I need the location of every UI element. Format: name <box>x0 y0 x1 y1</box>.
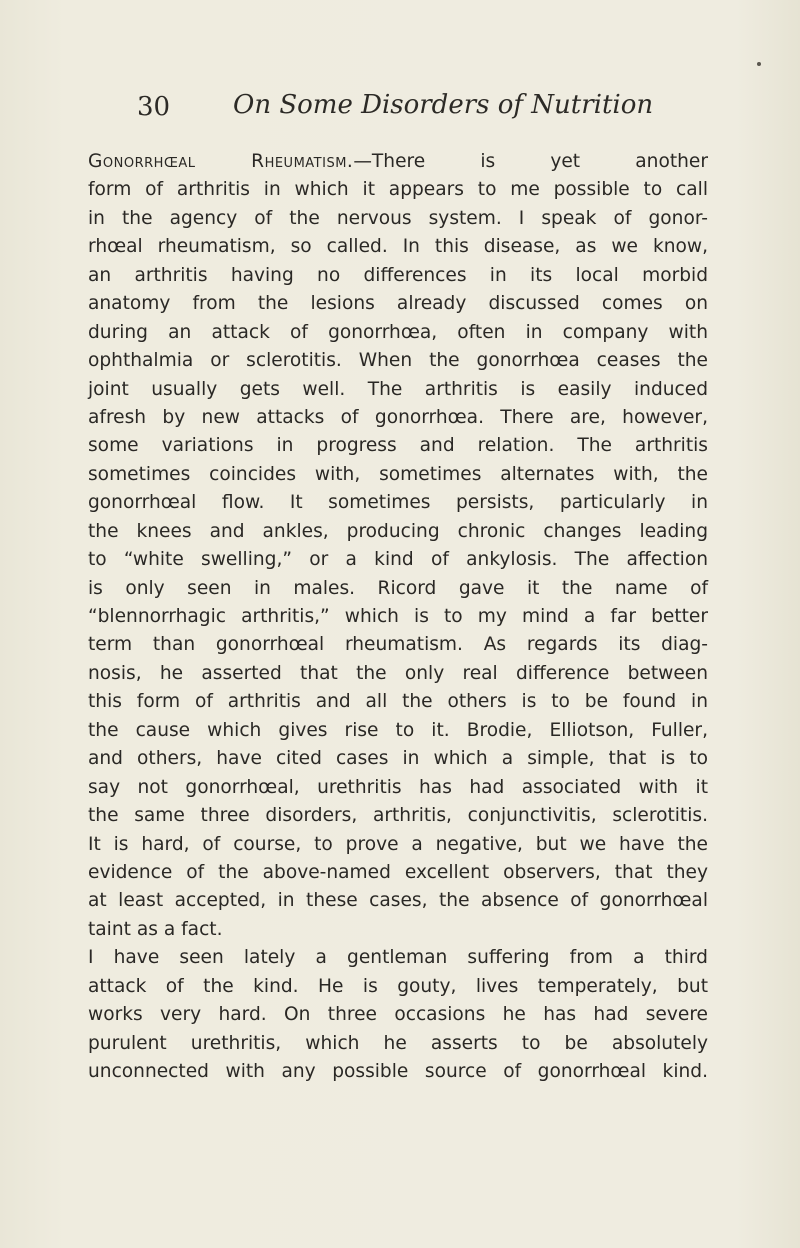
paragraph-line: the same three disorders, arthritis, conjunctivitis, sclerotitis. <box>88 805 708 827</box>
running-head <box>137 92 737 132</box>
paragraph-line: at least accepted, in these cases, the absence of gonorrhœal <box>88 890 708 912</box>
paragraph-line: afresh by new attacks of gonorrhœa. There are, however, <box>88 406 708 428</box>
paragraph-line: some variations in progress and relation. The arthritis <box>88 435 708 457</box>
paragraph-line: purulent urethritis, which he asserts to be absolutely <box>88 1032 708 1054</box>
paper-speck <box>757 62 761 66</box>
paragraph-line: attack of the kind. He is gouty, lives temperately, but <box>88 975 708 997</box>
paragraph-line: during an attack of gonorrhœa, often in company with <box>88 321 708 343</box>
section-lead: Gonorrhœal Rheumatism. <box>88 151 354 172</box>
paragraph-line: gonorrhœal flow. It sometimes persists, particularly in <box>88 492 708 514</box>
paragraph-line: this form of arthritis and all the others is to be found in <box>88 691 708 713</box>
paragraph-line: is only seen in males. Ricord gave it the name of <box>88 577 708 599</box>
paragraph-line: in the agency of the nervous system. I speak of gonor- <box>88 207 708 229</box>
paragraph-line: to “white swelling,” or a kind of ankylosis. The affection <box>88 549 708 571</box>
paragraph-line: the cause which gives rise to it. Brodie, Elliotson, Fuller, <box>88 719 708 741</box>
paragraph-line: Gonorrhœal Rheumatism.—There is yet another <box>88 151 708 172</box>
paragraph-line: “blennorrhagic arthritis,” which is to my mind a far better <box>88 606 708 627</box>
paragraph-line: I have seen lately a gentleman suffering from a third <box>88 947 708 969</box>
paragraph-line: anatomy from the lesions already discussed comes on <box>88 293 708 315</box>
paragraph-line: form of arthritis in which it appears to me possible to call <box>88 179 708 201</box>
paragraph-line: joint usually gets well. The arthritis is easily induced <box>88 378 708 400</box>
paragraph-line: works very hard. On three occasions he has had severe <box>88 1004 708 1026</box>
page-number: 30 <box>137 92 171 122</box>
paragraph-line: evidence of the above-named excellent observers, that they <box>88 861 708 883</box>
paragraph-line: the knees and ankles, producing chronic changes leading <box>88 520 708 542</box>
paragraph-line: say not gonorrhœal, urethritis has had associated with it <box>88 776 708 798</box>
paragraph-line: nosis, he asserted that the only real difference between <box>88 662 708 684</box>
paragraph-line: ophthalmia or sclerotitis. When the gonorrhœa ceases the <box>88 350 708 372</box>
paragraph-line: unconnected with any possible source of gonorrhœal kind. <box>88 1061 708 1082</box>
paragraph-line: an arthritis having no differences in its local morbid <box>88 264 708 286</box>
paragraph-line: and others, have cited cases in which a simple, that is to <box>88 748 708 770</box>
paragraph-line: sometimes coincides with, sometimes alternates with, the <box>88 463 708 485</box>
paragraph-line: It is hard, of course, to prove a negative, but we have the <box>88 833 708 855</box>
paragraph-line: term than gonorrhœal rheumatism. As regards its diag- <box>88 634 708 656</box>
paragraph-line: taint as a fact. <box>88 918 223 940</box>
paragraph-line: rhœal rheumatism, so called. In this disease, as we know, <box>88 236 708 258</box>
running-title: On Some Disorders of Nutrition <box>233 90 654 120</box>
body-text <box>88 148 708 1086</box>
